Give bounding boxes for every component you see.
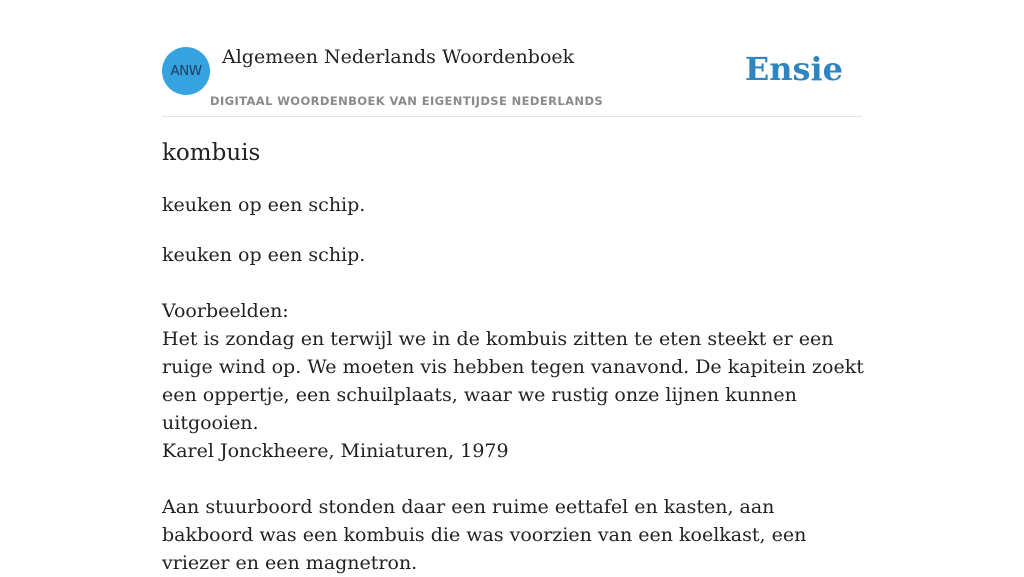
- anw-logo[interactable]: ANW: [162, 47, 210, 95]
- definition-text: keuken op een schip.: [162, 244, 366, 266]
- full-definition: [162, 241, 867, 577]
- ensie-logo[interactable]: Ensie: [744, 50, 843, 88]
- example-source: Karel Jonckheere, Miniaturen, 1979: [162, 440, 509, 462]
- source-title[interactable]: Algemeen Nederlands Woordenboek: [222, 46, 575, 68]
- short-definition: keuken op een schip.: [162, 194, 366, 216]
- examples-label: Voorbeelden:: [162, 300, 289, 322]
- source-subtitle: DIGITAAL WOORDENBOEK VAN EIGENTIJDSE NEDERLANDS: [210, 94, 604, 108]
- entry-title: kombuis: [162, 140, 261, 166]
- example-text: Aan stuurboord stonden daar een ruime eettafel en kasten, aan bakboord was een kombuis die was voorzien van een koelkast, een vriezer en een magnetron.: [162, 496, 807, 574]
- example-text: Het is zondag en terwijl we in de kombuis zitten te eten steekt er een ruige wind op. We moeten vis hebben tegen vanavond. De kapitein zoekt een oppertje, een schuilplaats, waar we rustig onze lijnen kunnen uitgooien.: [162, 328, 864, 434]
- source-header: [162, 40, 862, 117]
